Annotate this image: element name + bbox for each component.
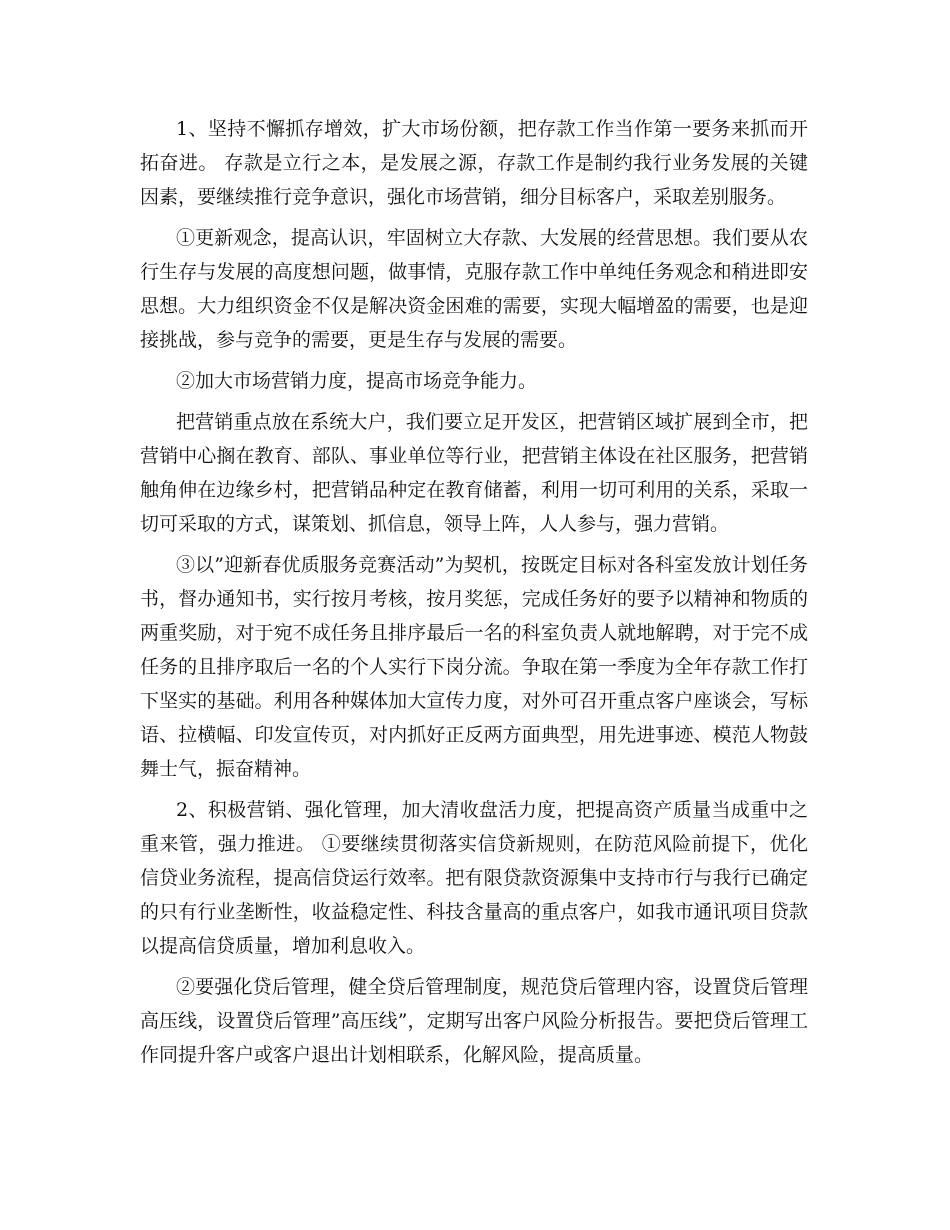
paragraph-7: ②要强化贷后管理，健全贷后管理制度，规范贷后管理内容，设置贷后管理高压线，设置贷后管理”高压线”，定期写出客户风险分析报告。要把贷后管理工作同提升客户或客户退出计划相联系，化解风险，提高质量。 — [140, 976, 808, 1066]
paragraph-6: 2、积极营销、强化管理，加大清收盘活力度，把提高资产质量当成重中之重来管，强力推进。 ①要继续贯彻落实信贷新规则，在防范风险前提下，优化信贷业务流程，提高信贷运行效率。把有限贷款资源集中支持市行与我行已确定的只有行业垄断性，收益稳定性、科技含量高的重点客户，如我市通讯项目贷款以提高信贷质量，增加利息收入。 — [140, 799, 808, 957]
paragraph-3: ②加大市场营销力度，提高市场竞争能力。 — [176, 370, 538, 392]
paragraph-4: 把营销重点放在系统大户，我们要立足开发区，把营销区域扩展到全市，把营销中心搁在教育、部队、事业单位等行业，把营销主体设在社区服务，把营销触角伸在边缘乡村，把营销品种定在教育储蓄，利用一切可利用的关系，采取一切可采取的方式，谋策划、抓信息，领导上阵，人人参与，强力营销。 — [140, 411, 808, 535]
document-body — [140, 112, 808, 1079]
paragraph-2: ①更新观念，提高认识，牢固树立大存款、大发展的经营思想。我们要从农行生存与发展的高度想问题，做事情，克服存款工作中单纯任务观念和稍进即安思想。大力组织资金不仅是解决资金困难的需要，实现大幅增盈的需要，也是迎接挑战，参与竞争的需要，更是生存与发展的需要。 — [140, 227, 808, 351]
paragraph-1: 1、坚持不懈抓存增效，扩大市场份额，把存款工作当作第一要务来抓而开拓奋进。 存款是立行之本，是发展之源，存款工作是制约我行业务发展的关键因素，要继续推行竞争意识，强化市场营销，细分目标客户，采取差别服务。 — [140, 118, 808, 208]
paragraph-5: ③以”迎新春优质服务竞赛活动”为契机，按既定目标对各科室发放计划任务书，督办通知书，实行按月考核，按月奖惩，完成任务好的要予以精神和物质的两重奖励，对于宛不成任务且排序最后一名的科室负责人就地解聘，对于完不成任务的且排序取后一名的个人实行下岗分流。争取在第一季度为全年存款工作打下坚实的基础。利用各种媒体加大宣传力度，对外可召开重点客户座谈会，写标语、拉横幅、印发宣传页，对内抓好正反两方面典型，用先进事迹、模范人物鼓舞士气，振奋精神。 — [140, 554, 808, 780]
